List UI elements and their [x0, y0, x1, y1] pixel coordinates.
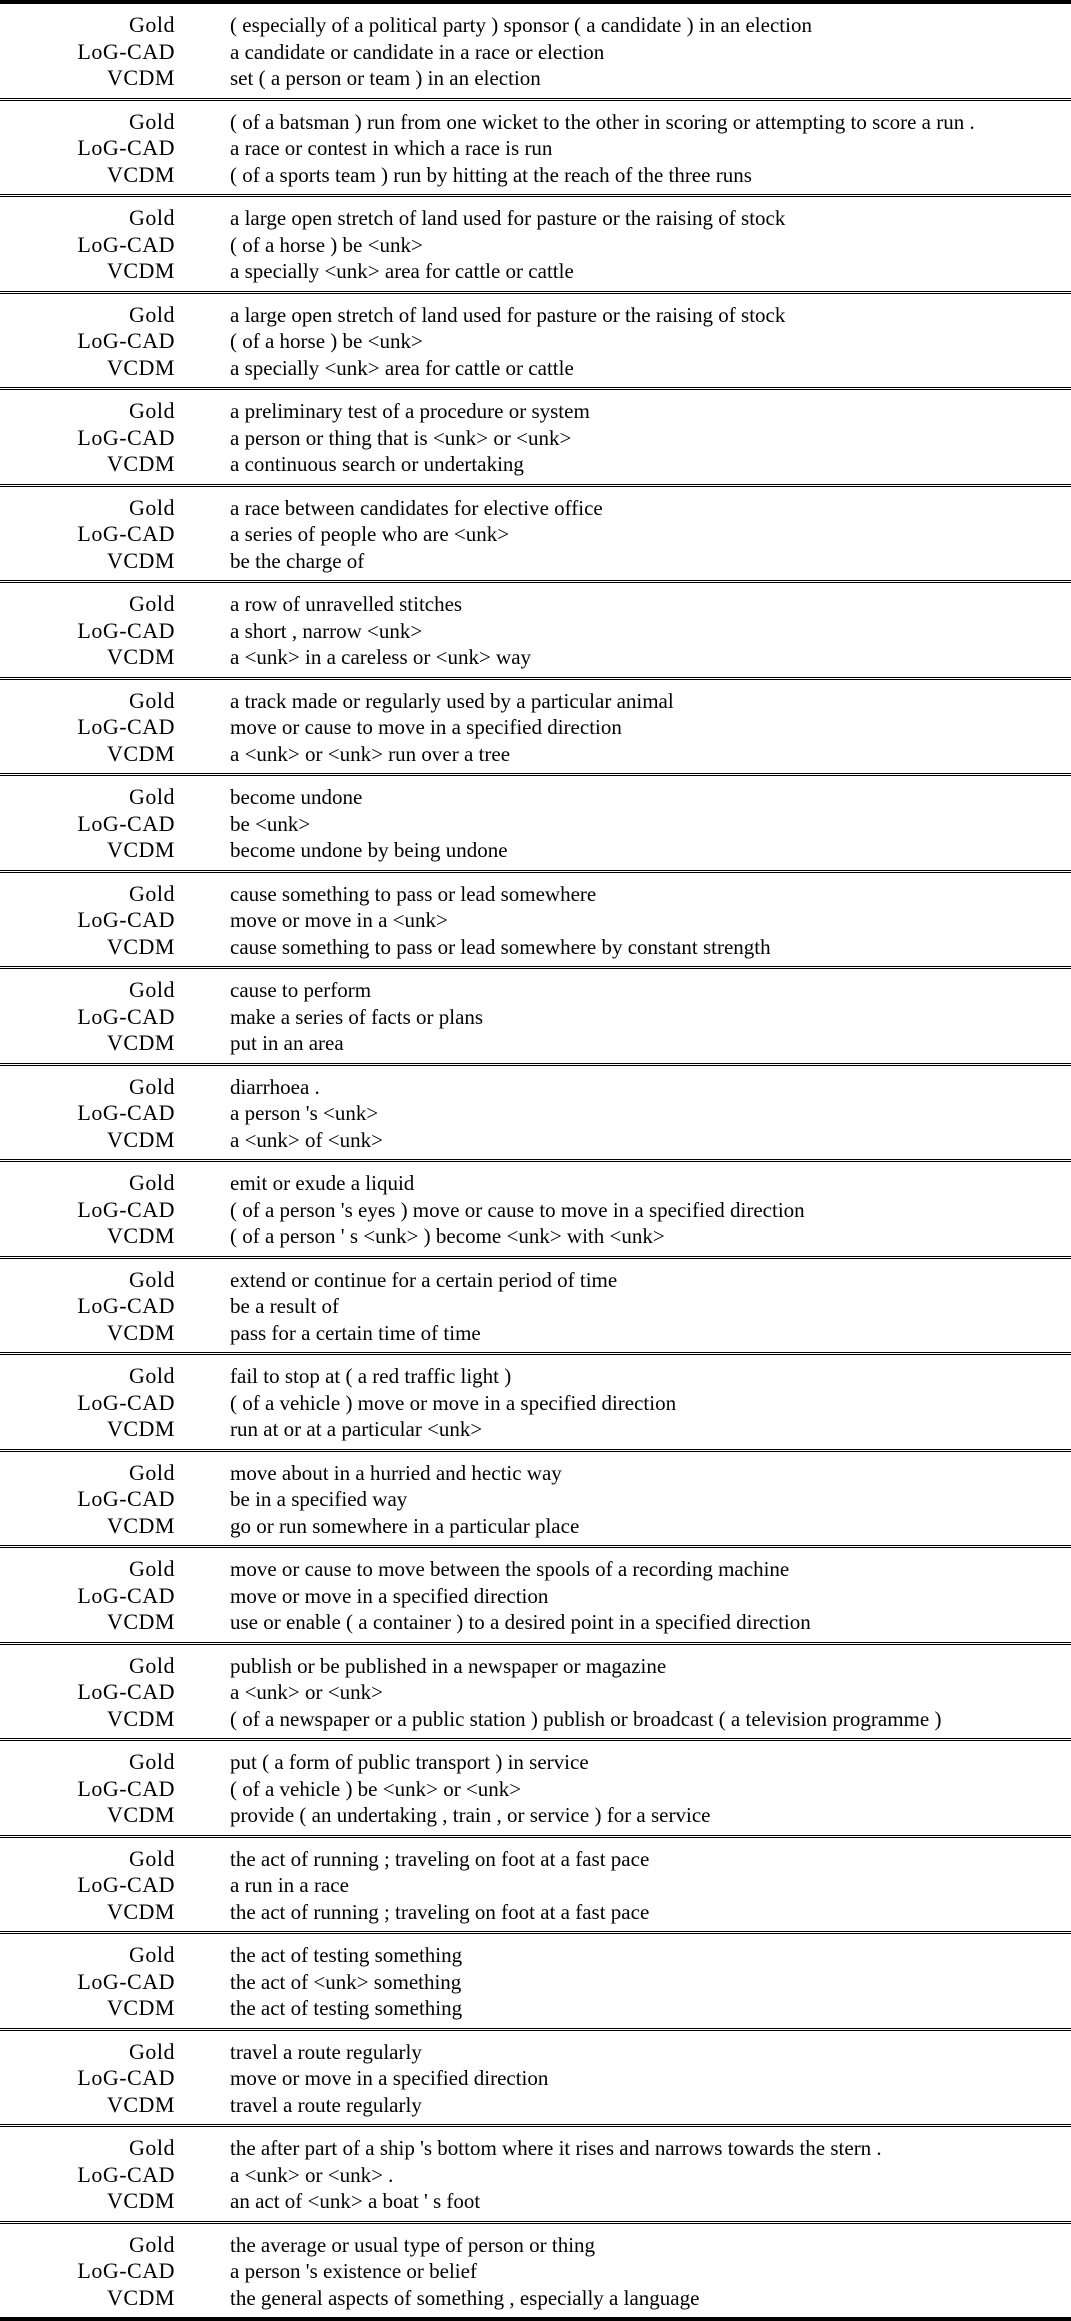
definition-group: [0, 2224, 1071, 2321]
model-label: VCDM: [0, 1802, 175, 1829]
definition-row: [0, 451, 1071, 478]
definition-text: move or cause to move in a specified direction: [230, 714, 1071, 741]
model-label: Gold: [0, 495, 175, 522]
definition-row: [0, 837, 1071, 864]
model-label: LoG-CAD: [0, 1776, 175, 1803]
definition-group: [0, 1162, 1071, 1259]
model-label: Gold: [0, 1460, 175, 1487]
model-label: Gold: [0, 302, 175, 329]
definition-row: [0, 741, 1071, 768]
definition-row: [0, 258, 1071, 285]
definition-text: the act of running ; traveling on foot at a fast pace: [230, 1846, 1071, 1873]
definition-row: [0, 1995, 1071, 2022]
definition-text: go or run somewhere in a particular place: [230, 1513, 1071, 1540]
definition-text: ( of a sports team ) run by hitting at the reach of the three runs: [230, 162, 1071, 189]
definition-row: [0, 355, 1071, 382]
definition-text: a <unk> or <unk> run over a tree: [230, 741, 1071, 768]
definition-row: [0, 135, 1071, 162]
definition-text: a large open stretch of land used for pasture or the raising of stock: [230, 205, 1071, 232]
definition-group: [0, 2031, 1071, 2128]
model-label: VCDM: [0, 258, 175, 285]
definition-text: a <unk> or <unk> .: [230, 2162, 1071, 2189]
model-label: LoG-CAD: [0, 1969, 175, 1996]
model-label: LoG-CAD: [0, 1872, 175, 1899]
definition-row: [0, 811, 1071, 838]
definition-group: [0, 294, 1071, 391]
definition-group: [0, 1066, 1071, 1163]
definition-row: [0, 1030, 1071, 1057]
definition-row: [0, 1969, 1071, 1996]
definition-text: be <unk>: [230, 811, 1071, 838]
definition-text: become undone: [230, 784, 1071, 811]
definition-text: put in an area: [230, 1030, 1071, 1057]
definition-row: [0, 1390, 1071, 1417]
model-label: LoG-CAD: [0, 135, 175, 162]
definition-row: [0, 1802, 1071, 1829]
definition-row: [0, 232, 1071, 259]
definition-text: the after part of a ship 's bottom where it rises and narrows towards the stern .: [230, 2135, 1071, 2162]
definition-text: emit or exude a liquid: [230, 1170, 1071, 1197]
definition-text: ( of a newspaper or a public station ) publish or broadcast ( a television programme ): [230, 1706, 1071, 1733]
model-label: Gold: [0, 1363, 175, 1390]
definition-row: [0, 2092, 1071, 2119]
definition-text: ( of a person ' s <unk> ) become <unk> with <unk>: [230, 1223, 1071, 1250]
model-label: VCDM: [0, 451, 175, 478]
definition-row: [0, 1653, 1071, 1680]
definition-text: travel a route regularly: [230, 2092, 1071, 2119]
definition-row: [0, 1320, 1071, 1347]
definition-text: a candidate or candidate in a race or election: [230, 39, 1071, 66]
definition-text: diarrhoea .: [230, 1074, 1071, 1101]
definition-row: [0, 1776, 1071, 1803]
definition-row: [0, 1170, 1071, 1197]
definition-group: [0, 1548, 1071, 1645]
definition-text: ( especially of a political party ) sponsor ( a candidate ) in an election: [230, 12, 1071, 39]
definition-row: [0, 1460, 1071, 1487]
definition-text: set ( a person or team ) in an election: [230, 65, 1071, 92]
model-label: LoG-CAD: [0, 1390, 175, 1417]
definition-group: [0, 1355, 1071, 1452]
model-label: Gold: [0, 12, 175, 39]
definition-text: a run in a race: [230, 1872, 1071, 1899]
definition-text: a specially <unk> area for cattle or cattle: [230, 258, 1071, 285]
definition-row: [0, 39, 1071, 66]
model-label: Gold: [0, 784, 175, 811]
definition-row: [0, 1513, 1071, 1540]
model-label: VCDM: [0, 1899, 175, 1926]
model-label: VCDM: [0, 1127, 175, 1154]
definition-text: be the charge of: [230, 548, 1071, 575]
definition-row: [0, 688, 1071, 715]
definition-text: a row of unravelled stitches: [230, 591, 1071, 618]
definition-text: a track made or regularly used by a particular animal: [230, 688, 1071, 715]
model-label: LoG-CAD: [0, 39, 175, 66]
definition-text: move or move in a <unk>: [230, 907, 1071, 934]
definition-row: [0, 1293, 1071, 1320]
definition-row: [0, 1749, 1071, 1776]
definition-row: [0, 1127, 1071, 1154]
definition-row: [0, 109, 1071, 136]
definition-row: [0, 521, 1071, 548]
model-label: LoG-CAD: [0, 811, 175, 838]
definition-row: [0, 162, 1071, 189]
definition-text: a preliminary test of a procedure or system: [230, 398, 1071, 425]
definition-group: [0, 2127, 1071, 2224]
definition-row: [0, 398, 1071, 425]
model-label: Gold: [0, 1267, 175, 1294]
definition-text: pass for a certain time of time: [230, 1320, 1071, 1347]
model-label: VCDM: [0, 741, 175, 768]
model-label: VCDM: [0, 644, 175, 671]
definition-row: [0, 65, 1071, 92]
definition-text: the general aspects of something , especially a language: [230, 2285, 1071, 2312]
definition-row: [0, 2135, 1071, 2162]
model-label: LoG-CAD: [0, 1293, 175, 1320]
definition-text: an act of <unk> a boat ' s foot: [230, 2188, 1071, 2215]
model-label: Gold: [0, 398, 175, 425]
definition-text: run at or at a particular <unk>: [230, 1416, 1071, 1443]
definition-text: become undone by being undone: [230, 837, 1071, 864]
definition-group: [0, 583, 1071, 680]
model-label: VCDM: [0, 1513, 175, 1540]
model-label: LoG-CAD: [0, 1486, 175, 1513]
definition-group: [0, 101, 1071, 198]
definition-row: [0, 1486, 1071, 1513]
model-label: VCDM: [0, 1995, 175, 2022]
model-label: Gold: [0, 977, 175, 1004]
definition-text: the act of testing something: [230, 1995, 1071, 2022]
model-label: LoG-CAD: [0, 907, 175, 934]
definition-group: [0, 4, 1071, 101]
definition-text: put ( a form of public transport ) in service: [230, 1749, 1071, 1776]
definition-row: [0, 1556, 1071, 1583]
definition-text: move or cause to move between the spools of a recording machine: [230, 1556, 1071, 1583]
definition-row: [0, 2065, 1071, 2092]
definition-text: a race between candidates for elective office: [230, 495, 1071, 522]
definition-text: a continuous search or undertaking: [230, 451, 1071, 478]
definition-row: [0, 1267, 1071, 1294]
model-label: LoG-CAD: [0, 2162, 175, 2189]
definition-row: [0, 977, 1071, 1004]
definition-group: [0, 1645, 1071, 1742]
model-label: LoG-CAD: [0, 521, 175, 548]
model-label: LoG-CAD: [0, 1197, 175, 1224]
model-label: LoG-CAD: [0, 425, 175, 452]
definition-row: [0, 1074, 1071, 1101]
definition-text: be in a specified way: [230, 1486, 1071, 1513]
definition-text: use or enable ( a container ) to a desired point in a specified direction: [230, 1609, 1071, 1636]
definition-text: move about in a hurried and hectic way: [230, 1460, 1071, 1487]
definition-text: a specially <unk> area for cattle or cattle: [230, 355, 1071, 382]
definition-group: [0, 1259, 1071, 1356]
model-label: Gold: [0, 1653, 175, 1680]
definition-text: a person 's <unk>: [230, 1100, 1071, 1127]
definition-text: a short , narrow <unk>: [230, 618, 1071, 645]
model-label: VCDM: [0, 2285, 175, 2312]
definition-row: [0, 1004, 1071, 1031]
definition-row: [0, 12, 1071, 39]
definition-text: a series of people who are <unk>: [230, 521, 1071, 548]
model-label: Gold: [0, 1170, 175, 1197]
definition-group: [0, 969, 1071, 1066]
definition-row: [0, 1679, 1071, 1706]
definition-row: [0, 1583, 1071, 1610]
model-label: VCDM: [0, 548, 175, 575]
model-label: VCDM: [0, 1030, 175, 1057]
definition-row: [0, 2285, 1071, 2312]
definition-group: [0, 487, 1071, 584]
model-label: LoG-CAD: [0, 714, 175, 741]
model-label: VCDM: [0, 162, 175, 189]
definition-row: [0, 1899, 1071, 1926]
model-label: Gold: [0, 205, 175, 232]
model-label: LoG-CAD: [0, 1004, 175, 1031]
definition-group: [0, 873, 1071, 970]
model-label: VCDM: [0, 2092, 175, 2119]
definition-group: [0, 1741, 1071, 1838]
model-label: Gold: [0, 591, 175, 618]
model-label: Gold: [0, 109, 175, 136]
model-label: VCDM: [0, 65, 175, 92]
definition-row: [0, 548, 1071, 575]
definition-row: [0, 907, 1071, 934]
definition-text: ( of a horse ) be <unk>: [230, 232, 1071, 259]
model-label: Gold: [0, 2232, 175, 2259]
definition-group: [0, 1934, 1071, 2031]
definition-text: provide ( an undertaking , train , or service ) for a service: [230, 1802, 1071, 1829]
definition-group: [0, 680, 1071, 777]
definition-row: [0, 302, 1071, 329]
model-label: Gold: [0, 1556, 175, 1583]
definition-group: [0, 390, 1071, 487]
definition-text: the average or usual type of person or thing: [230, 2232, 1071, 2259]
definition-text: a race or contest in which a race is run: [230, 135, 1071, 162]
definition-text: move or move in a specified direction: [230, 2065, 1071, 2092]
model-label: LoG-CAD: [0, 2258, 175, 2285]
definition-row: [0, 1100, 1071, 1127]
definition-text: ( of a vehicle ) move or move in a specified direction: [230, 1390, 1071, 1417]
definition-text: be a result of: [230, 1293, 1071, 1320]
model-label: Gold: [0, 2039, 175, 2066]
definition-row: [0, 714, 1071, 741]
definition-row: [0, 2039, 1071, 2066]
model-label: VCDM: [0, 1223, 175, 1250]
model-label: Gold: [0, 2135, 175, 2162]
model-label: LoG-CAD: [0, 328, 175, 355]
model-label: LoG-CAD: [0, 2065, 175, 2092]
definition-text: a person or thing that is <unk> or <unk>: [230, 425, 1071, 452]
definition-row: [0, 1223, 1071, 1250]
definition-text: the act of running ; traveling on foot at a fast pace: [230, 1899, 1071, 1926]
definition-group: [0, 1452, 1071, 1549]
definition-text: a person 's existence or belief: [230, 2258, 1071, 2285]
model-label: VCDM: [0, 1416, 175, 1443]
definition-text: cause to perform: [230, 977, 1071, 1004]
definition-row: [0, 1846, 1071, 1873]
definition-row: [0, 1609, 1071, 1636]
definition-row: [0, 425, 1071, 452]
model-label: LoG-CAD: [0, 232, 175, 259]
model-label: Gold: [0, 1846, 175, 1873]
model-label: VCDM: [0, 1609, 175, 1636]
definition-row: [0, 2232, 1071, 2259]
definition-text: make a series of facts or plans: [230, 1004, 1071, 1031]
model-label: LoG-CAD: [0, 618, 175, 645]
definition-group: [0, 776, 1071, 873]
definition-row: [0, 495, 1071, 522]
definition-text: the act of testing something: [230, 1942, 1071, 1969]
definition-row: [0, 2188, 1071, 2215]
definition-text: ( of a horse ) be <unk>: [230, 328, 1071, 355]
model-label: VCDM: [0, 1706, 175, 1733]
definition-row: [0, 1706, 1071, 1733]
model-label: LoG-CAD: [0, 1100, 175, 1127]
model-label: LoG-CAD: [0, 1679, 175, 1706]
definition-row: [0, 205, 1071, 232]
definition-row: [0, 591, 1071, 618]
definition-text: a <unk> in a careless or <unk> way: [230, 644, 1071, 671]
model-label: Gold: [0, 1749, 175, 1776]
definition-text: travel a route regularly: [230, 2039, 1071, 2066]
definition-text: the act of <unk> something: [230, 1969, 1071, 1996]
model-label: LoG-CAD: [0, 1583, 175, 1610]
definition-text: a <unk> of <unk>: [230, 1127, 1071, 1154]
definition-row: [0, 1942, 1071, 1969]
definition-row: [0, 644, 1071, 671]
model-label: VCDM: [0, 837, 175, 864]
definition-text: cause something to pass or lead somewhere by constant strength: [230, 934, 1071, 961]
model-label: Gold: [0, 688, 175, 715]
definition-text: move or move in a specified direction: [230, 1583, 1071, 1610]
definition-group: [0, 197, 1071, 294]
model-label: Gold: [0, 1074, 175, 1101]
definition-row: [0, 1872, 1071, 1899]
model-label: Gold: [0, 1942, 175, 1969]
definition-row: [0, 328, 1071, 355]
definition-row: [0, 1363, 1071, 1390]
definition-text: fail to stop at ( a red traffic light ): [230, 1363, 1071, 1390]
model-label: VCDM: [0, 1320, 175, 1347]
definition-text: extend or continue for a certain period of time: [230, 1267, 1071, 1294]
definition-row: [0, 618, 1071, 645]
definition-row: [0, 1197, 1071, 1224]
definition-row: [0, 2162, 1071, 2189]
model-label: VCDM: [0, 934, 175, 961]
definition-row: [0, 881, 1071, 908]
definition-row: [0, 784, 1071, 811]
model-label: Gold: [0, 881, 175, 908]
definition-text: ( of a vehicle ) be <unk> or <unk>: [230, 1776, 1071, 1803]
model-label: VCDM: [0, 355, 175, 382]
definition-row: [0, 2258, 1071, 2285]
definition-row: [0, 1416, 1071, 1443]
definition-text: ( of a person 's eyes ) move or cause to move in a specified direction: [230, 1197, 1071, 1224]
definition-group: [0, 1838, 1071, 1935]
definition-text: a large open stretch of land used for pasture or the raising of stock: [230, 302, 1071, 329]
definition-text: cause something to pass or lead somewhere: [230, 881, 1071, 908]
model-label: VCDM: [0, 2188, 175, 2215]
definition-row: [0, 934, 1071, 961]
definition-text: publish or be published in a newspaper or magazine: [230, 1653, 1071, 1680]
definition-text: ( of a batsman ) run from one wicket to the other in scoring or attempting to score a run .: [230, 109, 1071, 136]
definition-text: a <unk> or <unk>: [230, 1679, 1071, 1706]
